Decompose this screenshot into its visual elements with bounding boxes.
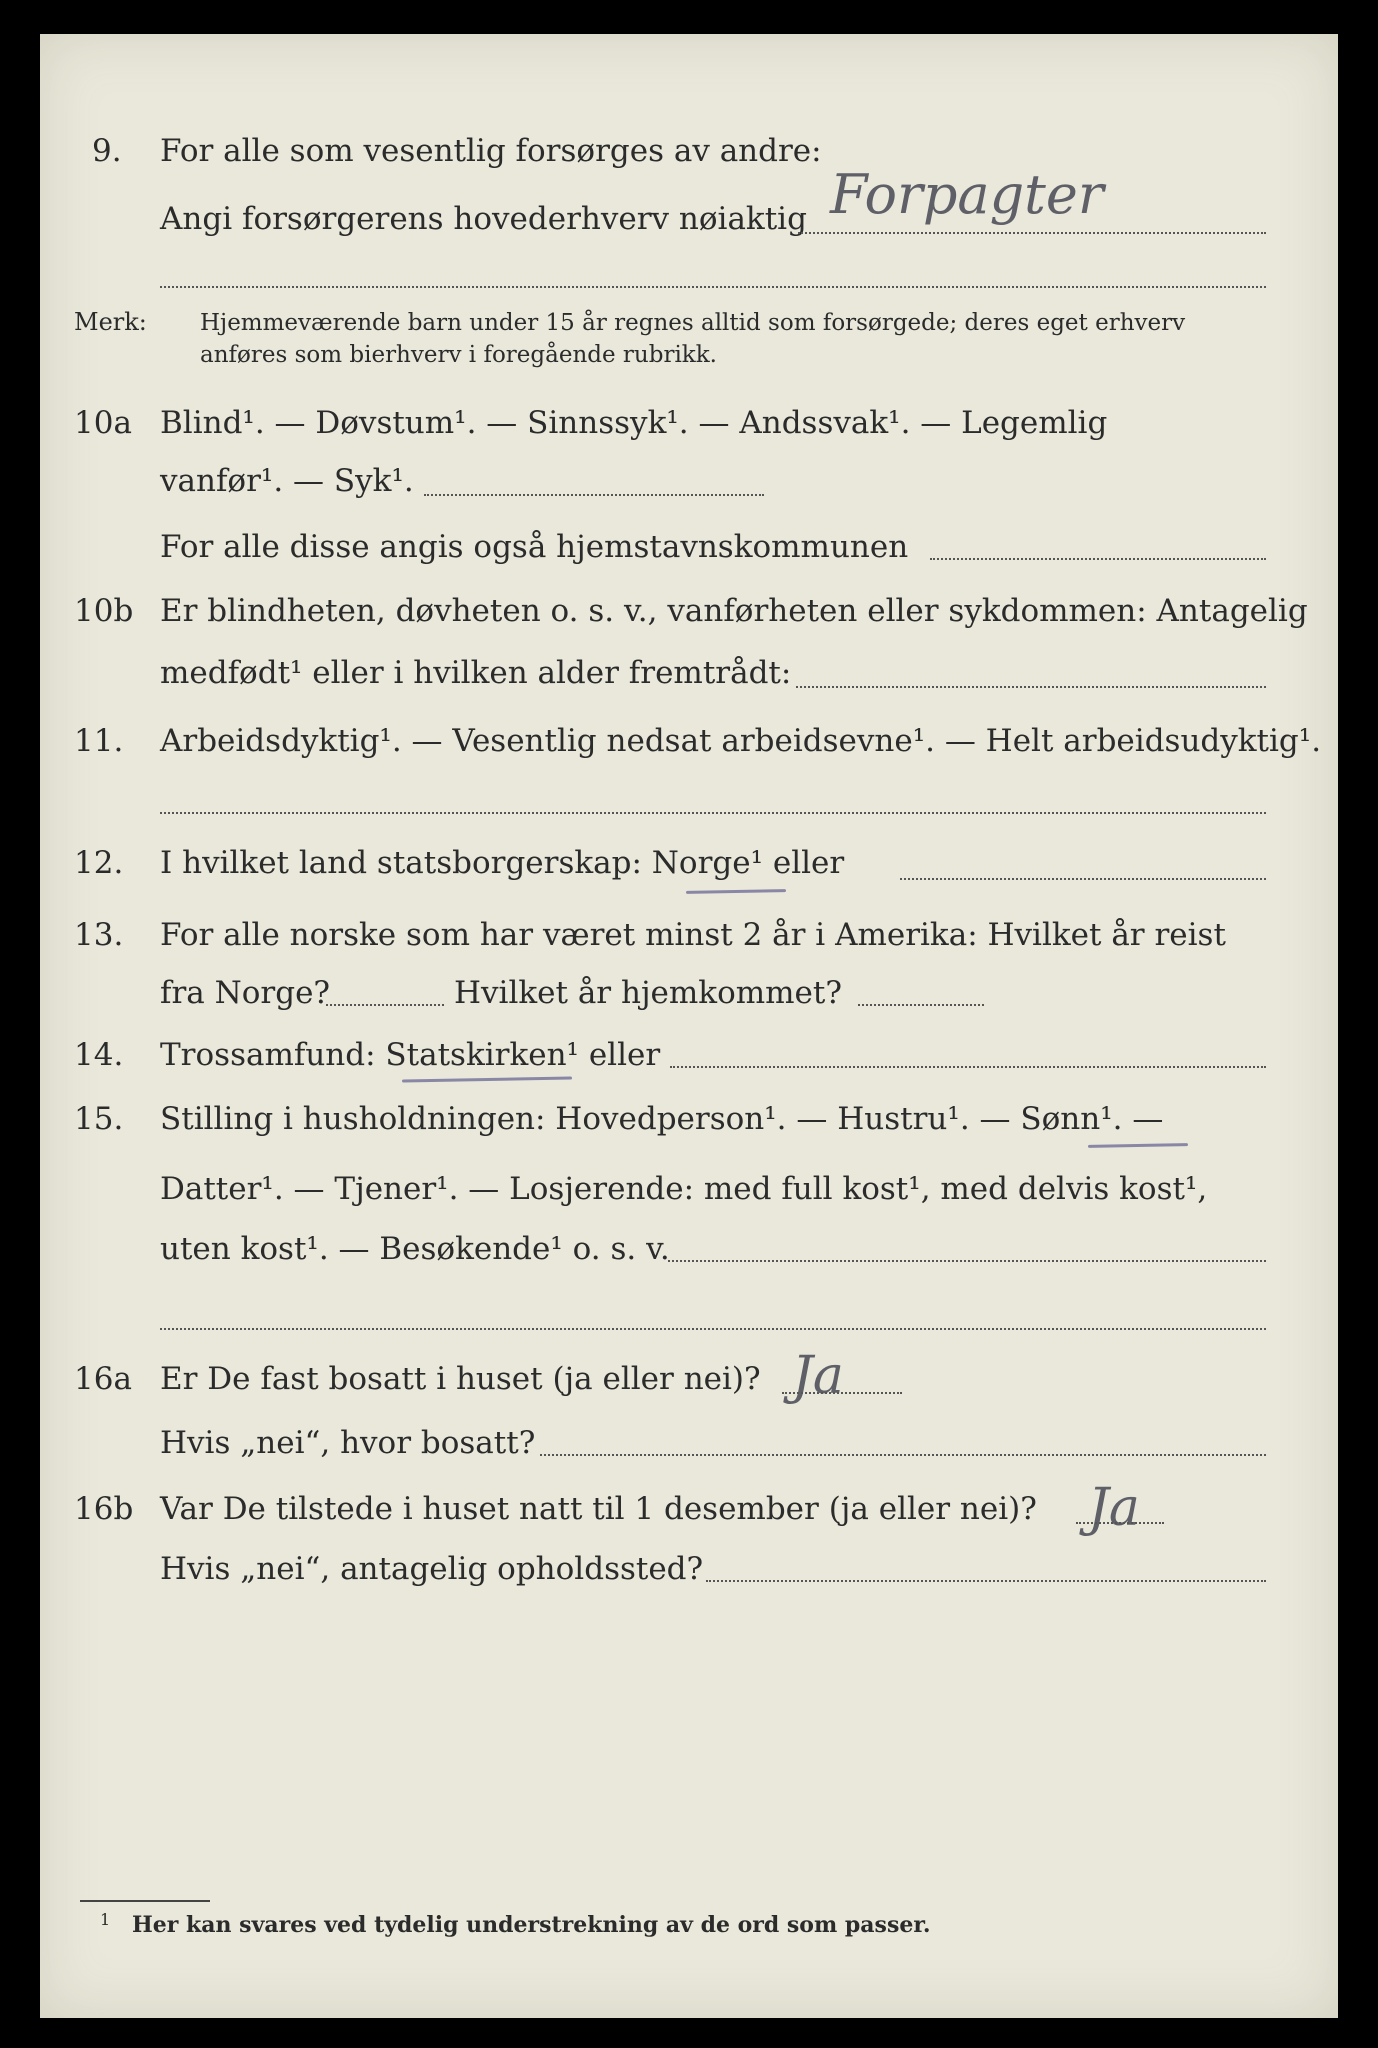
q10a-line3: For alle disse angis også hjemstavnskommunen	[160, 529, 909, 565]
merk-line2: anføres som bierhverv i foregående rubrikk.	[200, 342, 717, 368]
q14-answer-line	[670, 1066, 1266, 1068]
q16a-line2: Hvis „nei“, hvor bosatt?	[160, 1425, 536, 1461]
footnote-mark: 1	[100, 1910, 111, 1929]
q13-hjemkommet-line	[858, 1004, 984, 1006]
merk-label: Merk:	[74, 308, 147, 336]
q16b-answer-line	[1076, 1522, 1164, 1524]
q12-number: 12.	[74, 845, 124, 881]
q10b-line1: Er blindheten, døvheten o. s. v., vanførheten eller sykdommen: Antagelig	[160, 593, 1308, 629]
q10a-hjemstavn-line	[930, 558, 1266, 560]
q13-line2a: fra Norge?	[160, 975, 331, 1011]
q13-reist-line	[326, 1004, 444, 1006]
q12-line1: I hvilket land statsborgerskap: Norge¹ eller	[160, 845, 845, 881]
q15-number: 15.	[74, 1101, 124, 1137]
q16b-line2: Hvis „nei“, antagelig opholdssted?	[160, 1551, 704, 1587]
q9-line1: For alle som vesentlig forsørges av andre:	[160, 133, 822, 169]
q15-line2: Datter¹. — Tjener¹. — Losjerende: med full kost¹, med delvis kost¹,	[160, 1171, 1208, 1207]
footnote-text: Her kan svares ved tydelig understrekning av de ord som passer.	[132, 1912, 931, 1938]
q9-number: 9.	[92, 133, 122, 169]
q10a-number: 10a	[74, 405, 132, 441]
q16b-handwritten-answer: Ja	[1088, 1478, 1140, 1538]
q9-line2: Angi forsørgerens hovederhverv nøiaktig	[160, 201, 807, 237]
q9-answer-line	[798, 232, 1266, 234]
q10b-line2: medfødt¹ eller i hvilken alder fremtrådt:	[160, 655, 792, 691]
q13-number: 13.	[74, 917, 124, 953]
q15-besokende-line	[668, 1260, 1266, 1262]
merk-line1: Hjemmeværende barn under 15 år regnes alltid som forsørgede; deres eget erhverv	[200, 310, 1186, 336]
q13-line2b: Hvilket år hjemkommet?	[454, 975, 842, 1011]
q16a-bosatt-line	[540, 1454, 1266, 1456]
q13-line1: For alle norske som har været minst 2 år i Amerika: Hvilket år reist	[160, 917, 1226, 953]
q10a-line1: Blind¹. — Døvstum¹. — Sinnssyk¹. — Andssvak¹. — Legemlig	[160, 405, 1108, 441]
q11-answer-line	[160, 812, 1266, 814]
q16a-handwritten-answer: Ja	[792, 1346, 844, 1406]
q16b-number: 16b	[74, 1491, 134, 1527]
q10b-answer-line	[796, 686, 1266, 688]
q16b-line1: Var De tilstede i huset natt til 1 desember (ja eller nei)?	[160, 1491, 1037, 1527]
q16a-number: 16a	[74, 1361, 132, 1397]
q10a-line2: vanfør¹. — Syk¹.	[160, 463, 414, 499]
footnote-rule	[80, 1900, 210, 1902]
q9-handwritten-answer: Forpagter	[830, 163, 1104, 226]
q15-line1: Stilling i husholdningen: Hovedperson¹. — Hustru¹. — Sønn¹. —	[160, 1101, 1164, 1137]
q16b-opholdssted-line	[706, 1580, 1266, 1582]
q9-extra-line	[160, 286, 1266, 288]
q14-number: 14.	[74, 1037, 124, 1073]
q16a-line1: Er De fast bosatt i huset (ja eller nei)?	[160, 1361, 761, 1397]
q10b-number: 10b	[74, 593, 134, 629]
q11-number: 11.	[74, 723, 124, 759]
q12-answer-line	[900, 878, 1266, 880]
q15-line3: uten kost¹. — Besøkende¹ o. s. v.	[160, 1231, 670, 1267]
q16a-answer-line	[782, 1392, 902, 1394]
q11-line1: Arbeidsdyktig¹. — Vesentlig nedsat arbeidsevne¹. — Helt arbeidsudyktig¹.	[160, 723, 1322, 759]
q10a-syk-line	[424, 494, 764, 496]
q15-extra-line	[160, 1328, 1266, 1330]
q14-line1: Trossamfund: Statskirken¹ eller	[160, 1037, 661, 1073]
